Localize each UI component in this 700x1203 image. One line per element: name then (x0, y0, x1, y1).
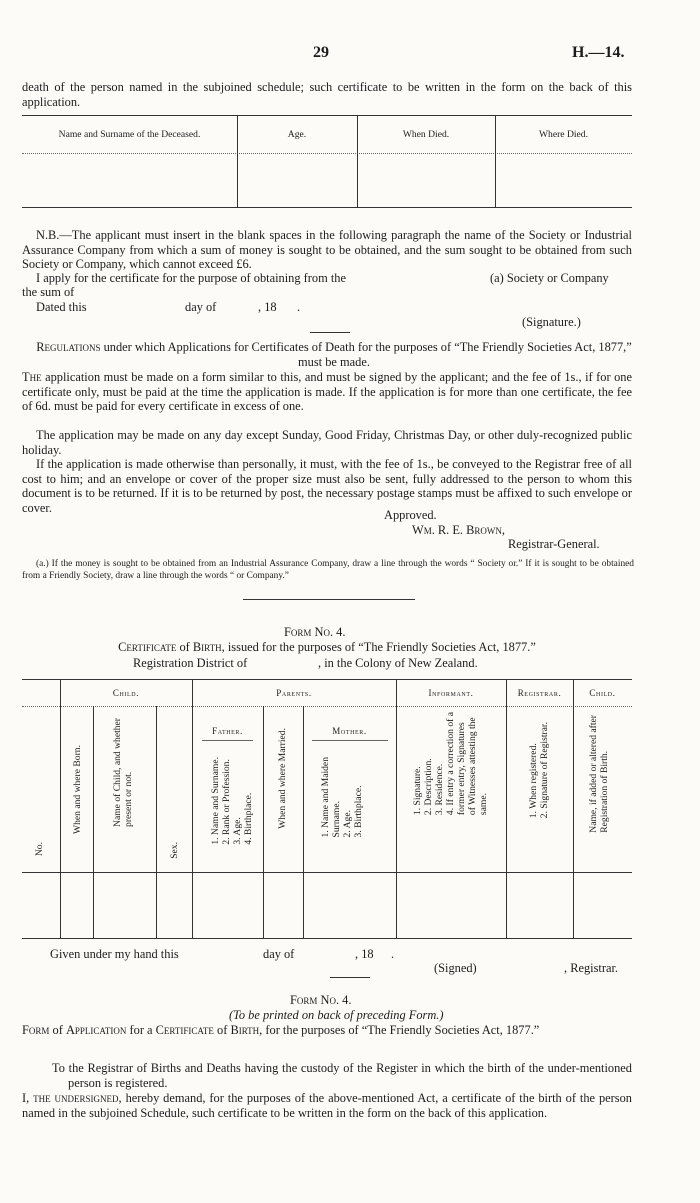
informant-line-3: 3. Residence. (434, 763, 445, 816)
subgroup-father: Father. (212, 726, 243, 736)
form4b-of2: of (217, 1023, 228, 1037)
father-line-3: 3. Age. (232, 817, 243, 845)
registrar-line-1: 1. When registered. (528, 743, 539, 819)
to-registrar: To the Registrar of Births and Deaths having the custody of the Register in which the birth of the under-mentioned person is registered. (52, 1061, 632, 1090)
registrar-line-2: 2. Signature of Registrar. (539, 722, 550, 819)
informant-line-7: same. (478, 792, 489, 816)
apply-line: I apply for the certificate for the purpose of obtaining from the (36, 271, 346, 285)
header-age: Age. (287, 129, 307, 140)
group-child-added: Child. (589, 688, 616, 698)
informant-line-4: 4. If entry a correction of a (445, 712, 456, 816)
regulations-para-2: The application may be made on any day except Sunday, Good Friday, Christmas Day, or other duly-recognized public holiday. (22, 428, 632, 457)
group-parents: Parents. (276, 688, 312, 698)
approver-name: Wm. R. E. Brown, (412, 523, 505, 537)
col-name-of-child (112, 718, 134, 827)
given-dot: . (391, 947, 395, 961)
regulations-heading-sc: Regulations (36, 340, 101, 354)
document-reference: H.—14. (572, 44, 625, 61)
form4b-sc1: Form (22, 1023, 50, 1037)
form4-cert-of: of (179, 640, 190, 654)
registrar-label: , Registrar. (564, 961, 619, 975)
group-child: Child. (112, 688, 140, 698)
mother-line-4: 3. Birthplace. (353, 785, 364, 838)
final-paragraph-sc: I, the undersigned, (22, 1091, 122, 1105)
informant-line-5: former entry, Signatures (456, 722, 467, 816)
form4b-sc4: Birth, (230, 1023, 263, 1037)
subgroup-mother: Mother. (332, 726, 367, 736)
form4b-application-heading (22, 1023, 632, 1038)
col-name-added (588, 715, 610, 833)
approver-title: Registrar-General. (508, 537, 600, 551)
father-line-4: 4. Birthplace. (243, 792, 254, 845)
signature-label: (Signature.) (522, 315, 581, 329)
col-name-of-child-line2: present or not. (123, 771, 134, 827)
mother-line-2: Surname. (331, 800, 342, 838)
form4-cert-rest: issued for the purposes of “The Friendly Societies Act, 1877.” (227, 640, 536, 654)
form4b-subtitle: (To be printed on back of preceding Form.) (229, 1008, 444, 1022)
col-name-added-line1: Name, if added or altered after (588, 715, 599, 833)
separator-short-2 (330, 977, 370, 978)
form4-certificate-line (22, 640, 632, 655)
page-number: 29 (313, 44, 329, 61)
form4-cert-birth: Birth, (192, 640, 225, 654)
given-year: , 18 (355, 947, 374, 961)
form4b-sc2: Application (65, 1023, 127, 1037)
dated-dot: . (297, 300, 301, 314)
header-where-died: Where Died. (538, 129, 588, 140)
form4b-rest: for the purposes of “The Friendly Societies Act, 1877.” (265, 1023, 540, 1037)
col-mother (320, 757, 364, 837)
col-when-where-born: When and where Born. (72, 745, 83, 834)
colony-text: , in the Colony of New Zealand. (318, 656, 478, 670)
regulations-heading (36, 340, 632, 369)
mother-line-3: 2. Age. (342, 810, 353, 838)
regulations-para-3: If the application is made otherwise than personally, it must, with the fee of 1s., be conveyed to the Registrar free of all cost to him; and an envelope or cover of the proper size must also be sent, fully addressed to the person to whom this document is to be returned. If it is to be returned by post, the necessary postage stamps must be affixed to such envelope or cover. (22, 457, 632, 515)
regulations-heading-rest: under which Applications for Certificates of Death for the purposes of “The Friendly Societies Act, 1877,” must be made. (103, 340, 632, 369)
form4b-of: of (52, 1023, 63, 1037)
final-paragraph-text: hereby demand, for the purposes of the above-mentioned Act, a certificate of the birth of the person named in the subjoined Schedule, such certificate to be written in the form on the back of this application. (22, 1091, 632, 1120)
col-name-of-child-line1: Name of Child, and whether (112, 718, 123, 827)
dated-day-of: day of (185, 300, 217, 314)
informant-line-1: 1. Signature. (412, 766, 423, 816)
registration-district: Registration District of (133, 656, 248, 670)
col-father (210, 757, 254, 845)
group-informant: Informant. (428, 688, 474, 698)
nb-text: N.B.—The applicant must insert in the blank spaces in the following paragraph the name of the Society or Industrial Assurance Company from which a sum of money is sought to be obtained, and the sum sought to be obtained from such Society or Company, which cannot exceed £6. (22, 228, 632, 272)
header-deceased-name: Name and Surname of the Deceased. (58, 129, 201, 140)
dated-year: , 18 (258, 300, 277, 314)
given-day-of: day of (263, 947, 295, 961)
form4b-sc3: Certificate (155, 1023, 214, 1037)
father-line-1: 1. Name and Surname. (210, 757, 221, 845)
final-paragraph (22, 1091, 632, 1120)
form4b-title: Form No. 4. (290, 993, 352, 1007)
apply-marker: (a) Society or Company (490, 271, 609, 285)
group-registrar: Registrar. (517, 688, 562, 698)
form4-cert-sc: Certificate (118, 640, 177, 654)
approved-label: Approved. (384, 508, 437, 522)
regulations-para-1 (22, 370, 632, 414)
intro-text: death of the person named in the subjoined schedule; such certificate to be written in the form on the back of this application. (22, 80, 632, 109)
col-sex: Sex. (169, 842, 180, 859)
regulations-para-1-sc: The (22, 370, 42, 384)
dated-this: Dated this (36, 300, 87, 314)
informant-line-2: 2. Description. (423, 758, 434, 816)
footnote: (a.) If the money is sought to be obtained from an Industrial Assurance Company, draw a line through the words “ Society or.” If it is sought to be obtained from a Friendly Society, draw a line through the words “ or Company.” (22, 559, 634, 581)
father-line-2: 2. Rank or Profession. (221, 759, 232, 845)
mother-line-1: 1. Name and Maiden (320, 757, 331, 838)
separator-long (243, 599, 415, 600)
form4-title: Form No. 4. (284, 625, 346, 639)
informant-line-6: of Witnesses attesting the (467, 717, 478, 816)
sum-of: the sum of (22, 285, 75, 299)
col-when-where-married: When and where Married. (277, 728, 288, 829)
col-informant (412, 712, 489, 815)
separator-short (310, 332, 350, 333)
col-number: No. (34, 842, 45, 857)
given-under-hand: Given under my hand this (50, 947, 179, 961)
signed-label: (Signed) (434, 961, 477, 975)
form4b-for: for a (129, 1023, 153, 1037)
header-when-died: When Died. (402, 129, 450, 140)
col-name-added-line2: Registration of Birth. (599, 750, 610, 833)
col-registrar (528, 722, 550, 818)
regulations-para-1-text: application must be made on a form similar to this, and must be signed by the applicant; and the fee of 1s., if for one certificate only, must be paid at the time the application is made. If the application is for more than one certificate, the fee of 6d. must be paid for every certificate in excess of one. (22, 370, 632, 414)
